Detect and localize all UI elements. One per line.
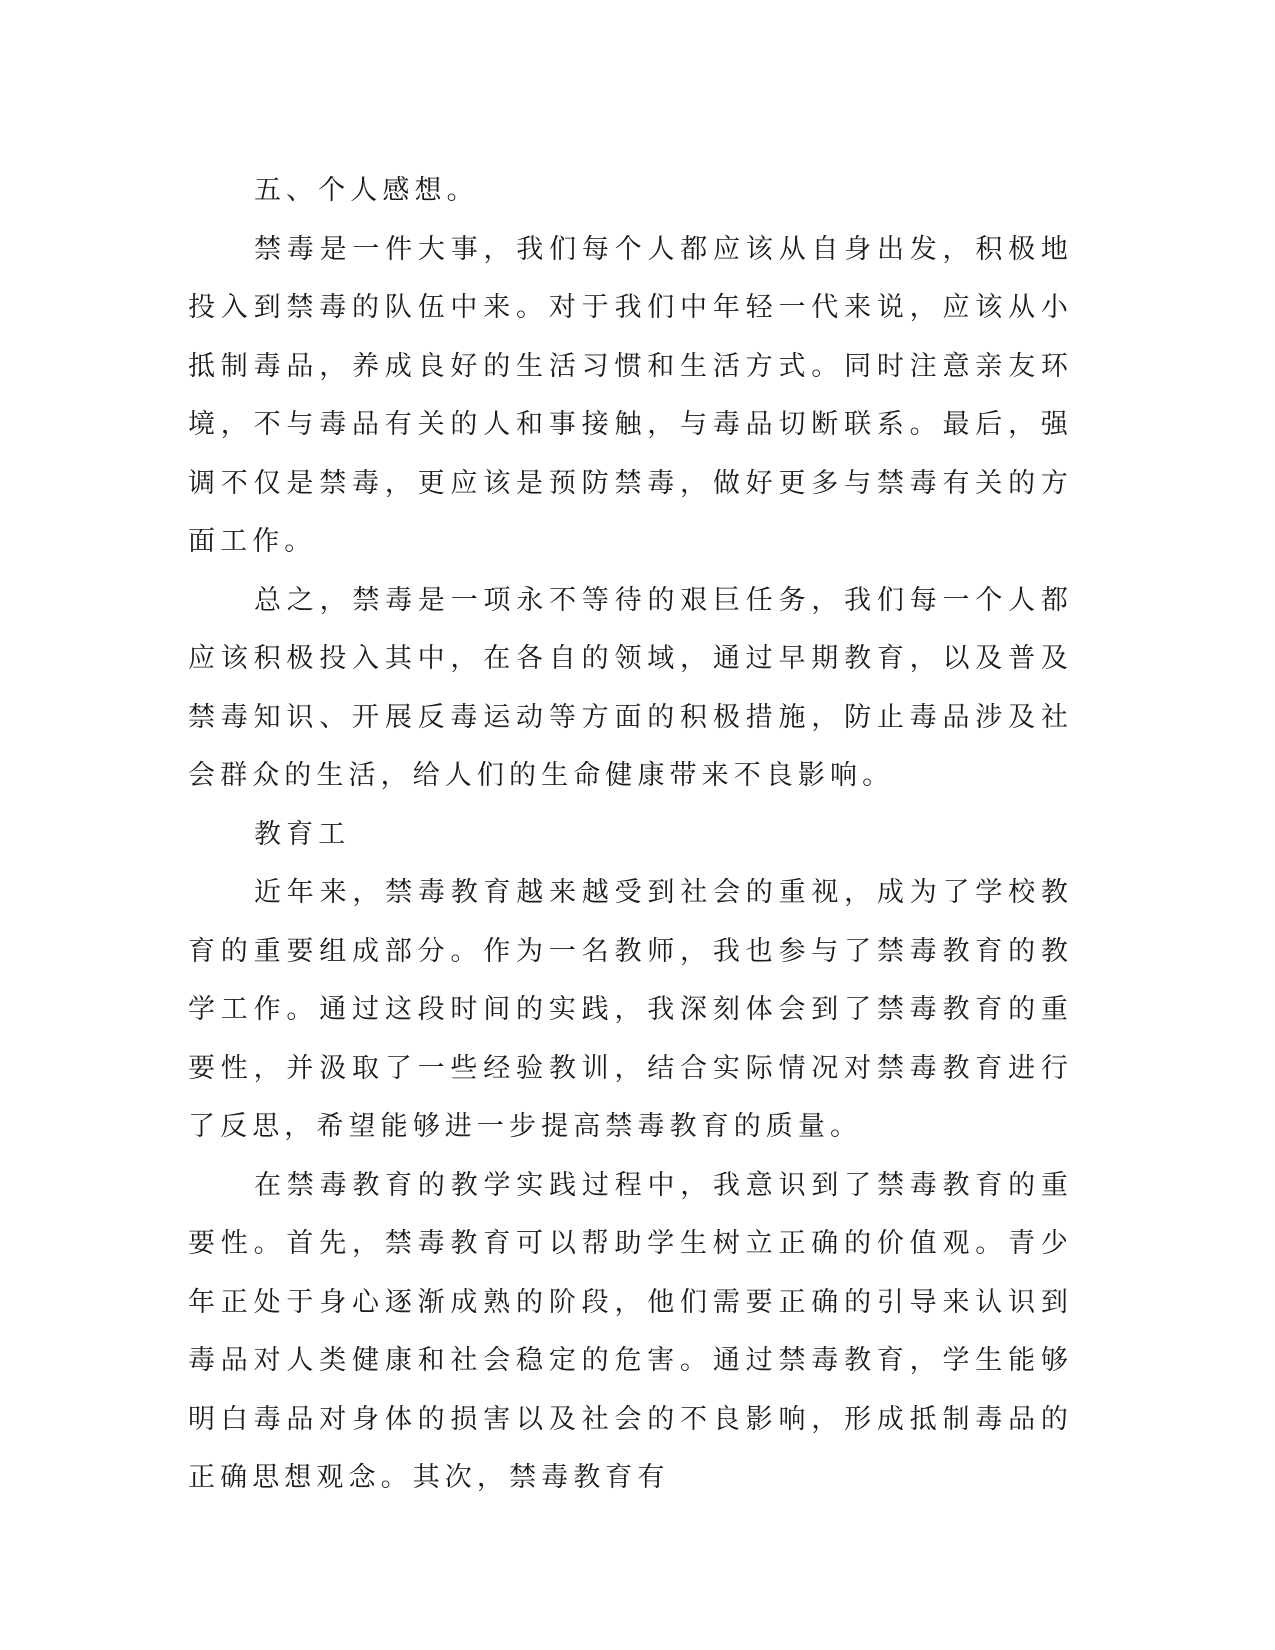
- paragraph: 近年来，禁毒教育越来越受到社会的重视，成为了学校教育的重要组成部分。作为一名教师，我也参与了禁毒教育的教学工作。通过这段时间的实践，我深刻体会到了禁毒教育的重要性，并汲取了一些经验教训，结合实际情况对禁毒教育进行了反思，希望能够进一步提高禁毒教育的质量。: [188, 877, 1073, 1142]
- paragraph: 总之，禁毒是一项永不等待的艰巨任务，我们每一个人都应该积极投入其中，在各自的领域，通过早期教育，以及普及禁毒知识、开展反毒运动等方面的积极措施，防止毒品涉及社会群众的生活，给人们的生命健康带来不良影响。: [188, 584, 1073, 791]
- section-heading-education: 教育工: [254, 818, 351, 850]
- paragraph: 在禁毒教育的教学实践过程中，我意识到了禁毒教育的重要性。首先，禁毒教育可以帮助学生树立正确的价值观。青少年正处于身心逐渐成熟的阶段，他们需要正确的引导来认识到毒品对人类健康和社会稳定的危害。通过禁毒教育，学生能够明白毒品对身体的损害以及社会的不良影响，形成抵制毒品的正确思想观念。其次，禁毒教育有: [188, 1169, 1073, 1493]
- document-body: [188, 162, 1073, 1508]
- paragraph: 禁毒是一件大事，我们每个人都应该从自身出发，积极地投入到禁毒的队伍中来。对于我们中年轻一代来说，应该从小抵制毒品，养成良好的生活习惯和生活方式。同时注意亲友环境，不与毒品有关的人和事接触，与毒品切断联系。最后，强调不仅是禁毒，更应该是预防禁毒，做好更多与禁毒有关的方面工作。: [188, 233, 1073, 557]
- section-heading-personal-thoughts: 五、个人感想。: [254, 175, 479, 206]
